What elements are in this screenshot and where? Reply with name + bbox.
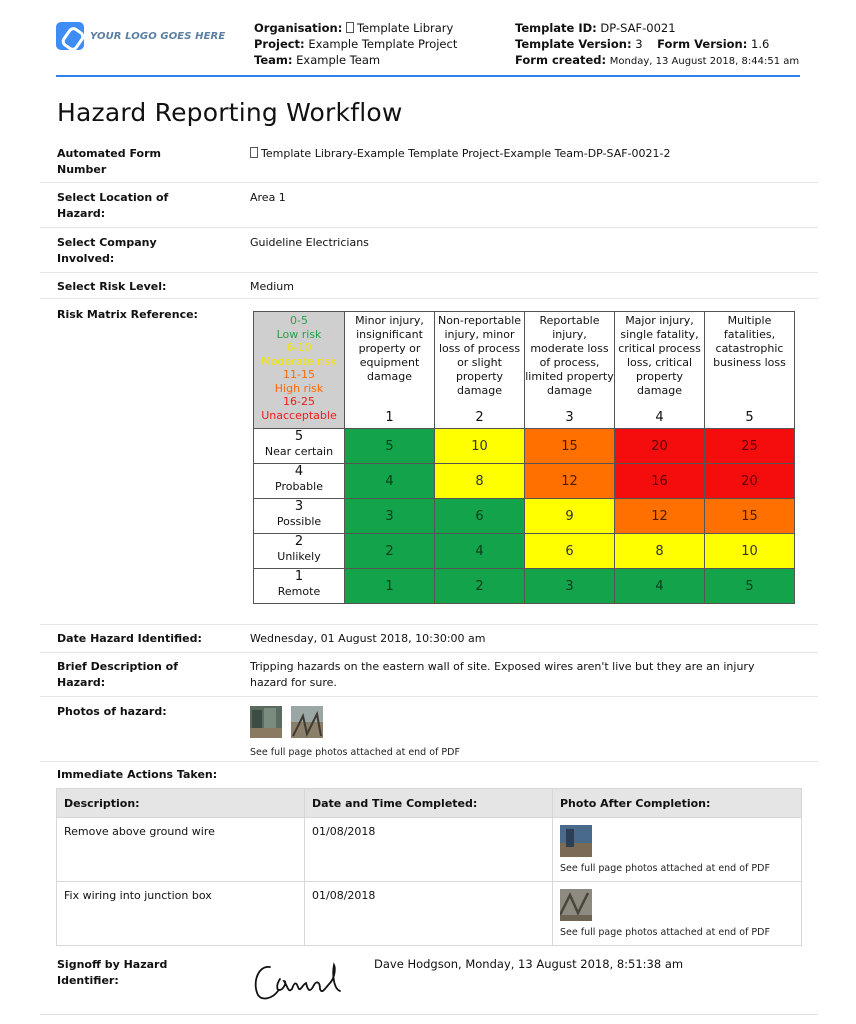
risk-matrix-header-row: [254, 312, 795, 429]
likelihood-number: 4: [294, 464, 304, 479]
likelihood-header: [254, 534, 345, 569]
field-label: Automated Form Number: [57, 147, 161, 176]
form-version-label: Form Version:: [657, 37, 748, 51]
risk-score-cell: 4: [345, 464, 435, 499]
likelihood-number: 3: [294, 499, 304, 514]
team-value: Example Team: [296, 53, 381, 67]
risk-matrix-row: [254, 534, 795, 569]
likelihood-header: [254, 499, 345, 534]
likelihood-header: [254, 569, 345, 604]
risk-score-cell: 15: [525, 429, 615, 464]
consequence-text: Minor injury, insignificant property or equipment damage: [355, 314, 424, 383]
field-company: [40, 235, 818, 273]
template-version-value: 3: [635, 37, 643, 51]
column-header: Photo After Completion:: [553, 789, 802, 818]
form-created-label: Form created:: [515, 53, 607, 67]
risk-score-cell: 2: [435, 569, 525, 604]
risk-score-cell: 5: [345, 429, 435, 464]
likelihood-label: Near certain: [264, 445, 334, 458]
photos-container: [250, 706, 810, 761]
risk-score-cell: 1: [345, 569, 435, 604]
risk-key-range: 0-5: [290, 314, 308, 327]
risk-score-cell: 3: [345, 499, 435, 534]
form-number-value: Template Library-Example Template Project-Example Team-DP-SAF-0021-2: [261, 147, 671, 160]
field-description: [40, 659, 818, 697]
field-location: [40, 190, 818, 228]
project-label: Project:: [254, 37, 305, 51]
signoff-label: Signoff by Hazard Identifier:: [57, 958, 168, 987]
table-row: [57, 818, 802, 882]
field-value: [250, 146, 810, 162]
field-value: Guideline Electricians: [250, 236, 369, 249]
risk-score-cell: 4: [615, 569, 705, 604]
likelihood-number: 1: [294, 569, 304, 584]
risk-key-label: Low risk: [276, 327, 322, 341]
table-row: [57, 882, 802, 946]
likelihood-label: Probable: [275, 480, 323, 493]
logo-text: YOUR LOGO GOES HERE: [90, 30, 226, 42]
logo-icon: [56, 22, 84, 50]
risk-score-cell: 15: [705, 499, 795, 534]
field-value: Area 1: [250, 191, 286, 204]
form-version-value: 1.6: [751, 37, 770, 51]
risk-score-cell: 25: [705, 429, 795, 464]
likelihood-label: Remote: [277, 585, 321, 598]
field-photos: [40, 704, 818, 762]
completion-photo[interactable]: [560, 825, 592, 857]
risk-key-range: 6-10: [286, 341, 312, 354]
risk-score-cell: 4: [435, 534, 525, 569]
header-template-info: [515, 20, 799, 70]
field-label: Select Company Involved:: [57, 236, 157, 265]
risk-key: [254, 312, 345, 429]
field-label: Photos of hazard:: [57, 705, 167, 718]
risk-score-cell: 6: [435, 499, 525, 534]
consequence-header: [345, 312, 435, 429]
photo-note: See full page photos attached at end of PDF: [560, 927, 770, 938]
risk-key-range: 16-25: [283, 395, 315, 408]
header-divider: [56, 75, 800, 77]
risk-score-cell: 10: [705, 534, 795, 569]
document-header: [56, 18, 802, 80]
risk-score-cell: 6: [525, 534, 615, 569]
action-description: Fix wiring into junction box: [57, 882, 305, 946]
signature-image: [250, 955, 350, 1003]
field-risk-level: [40, 279, 818, 299]
signoff-value: Dave Hodgson, Monday, 13 August 2018, 8:51:38 am: [374, 957, 684, 971]
risk-score-cell: 12: [525, 464, 615, 499]
organisation-label: Organisation:: [254, 21, 343, 35]
field-value: Wednesday, 01 August 2018, 10:30:00 am: [250, 632, 486, 645]
field-value: Medium: [250, 280, 294, 293]
likelihood-number: 5: [294, 429, 304, 444]
risk-key-label: High risk: [274, 381, 324, 395]
header-org-info: [254, 20, 457, 68]
action-photo-cell: [553, 882, 802, 946]
consequence-text: Major injury, single fatality, critical process loss, critical property damage: [618, 314, 701, 397]
actions-header-row: [57, 789, 802, 818]
template-version-label: Template Version:: [515, 37, 632, 51]
risk-score-cell: 2: [345, 534, 435, 569]
risk-score-cell: 5: [705, 569, 795, 604]
photos-note: See full page photos attached at end of PDF: [250, 747, 460, 758]
consequence-header: [615, 312, 705, 429]
risk-key-label: Moderate risk: [261, 354, 337, 368]
consequence-header: [435, 312, 525, 429]
page-title: Hazard Reporting Workflow: [57, 98, 403, 127]
organisation-value: Template Library: [356, 21, 454, 35]
risk-matrix-row: [254, 429, 795, 464]
document-icon: [250, 147, 258, 158]
risk-score-cell: 8: [435, 464, 525, 499]
column-header: Date and Time Completed:: [305, 789, 553, 818]
column-header: Description:: [57, 789, 305, 818]
action-date: 01/08/2018: [305, 882, 553, 946]
field-date-identified: [40, 631, 818, 653]
risk-score-cell: 12: [615, 499, 705, 534]
risk-score-cell: 20: [615, 429, 705, 464]
risk-matrix-row: [254, 499, 795, 534]
risk-matrix-body: [254, 429, 795, 604]
action-description: Remove above ground wire: [57, 818, 305, 882]
field-label: Brief Description of Hazard:: [57, 660, 178, 689]
field-label: Risk Matrix Reference:: [57, 308, 198, 321]
photo-note: See full page photos attached at end of PDF: [560, 863, 770, 874]
organisation-icon: [346, 22, 354, 33]
consequence-header: [525, 312, 615, 429]
hazard-photo[interactable]: [250, 706, 282, 738]
consequence-text: Multiple fatalities, catastrophic business loss: [713, 314, 786, 369]
consequence-number: 1: [385, 410, 394, 425]
risk-score-cell: 3: [525, 569, 615, 604]
field-form-number: [40, 146, 818, 183]
project-value: Example Template Project: [308, 37, 458, 51]
risk-key-range: 11-15: [283, 368, 315, 381]
consequence-number: 2: [475, 410, 484, 425]
action-date: 01/08/2018: [305, 818, 553, 882]
field-label: Date Hazard Identified:: [57, 632, 202, 645]
risk-score-cell: 16: [615, 464, 705, 499]
likelihood-header: [254, 464, 345, 499]
consequence-number: 4: [655, 410, 664, 425]
field-label: Select Location of Hazard:: [57, 191, 169, 220]
risk-score-cell: 10: [435, 429, 525, 464]
consequence-header: [705, 312, 795, 429]
team-label: Team:: [254, 53, 293, 67]
risk-key-label: Unacceptable: [261, 408, 337, 422]
risk-score-cell: 9: [525, 499, 615, 534]
likelihood-label: Possible: [276, 515, 322, 528]
consequence-text: Non-reportable injury, minor loss of process or slight property damage: [437, 314, 522, 397]
form-created-value: Monday, 13 August 2018, 8:44:51 am: [609, 56, 800, 67]
consequence-number: 5: [745, 410, 754, 425]
risk-score-cell: 20: [705, 464, 795, 499]
likelihood-label: Unlikely: [277, 550, 321, 563]
risk-matrix-row: [254, 464, 795, 499]
action-photo-cell: [553, 818, 802, 882]
completion-photo[interactable]: [560, 889, 592, 921]
hazard-photo[interactable]: [291, 706, 323, 738]
actions-label: Immediate Actions Taken:: [57, 768, 218, 781]
consequence-number: 3: [565, 410, 574, 425]
company-logo: [56, 22, 225, 50]
field-label: Select Risk Level:: [57, 280, 167, 293]
actions-table: [56, 788, 802, 946]
field-value: Tripping hazards on the eastern wall of site. Exposed wires aren't live but they are an injury hazard for sure.: [250, 660, 755, 689]
risk-matrix-row: [254, 569, 795, 604]
likelihood-number: 2: [294, 534, 304, 549]
likelihood-header: [254, 429, 345, 464]
risk-score-cell: 8: [615, 534, 705, 569]
consequence-text: Reportable injury, moderate loss of process, limited property damage: [525, 314, 614, 397]
template-id-label: Template ID:: [515, 21, 597, 35]
footer-divider: [40, 1014, 818, 1015]
template-id-value: DP-SAF-0021: [600, 21, 676, 35]
risk-matrix-table: [253, 311, 795, 604]
